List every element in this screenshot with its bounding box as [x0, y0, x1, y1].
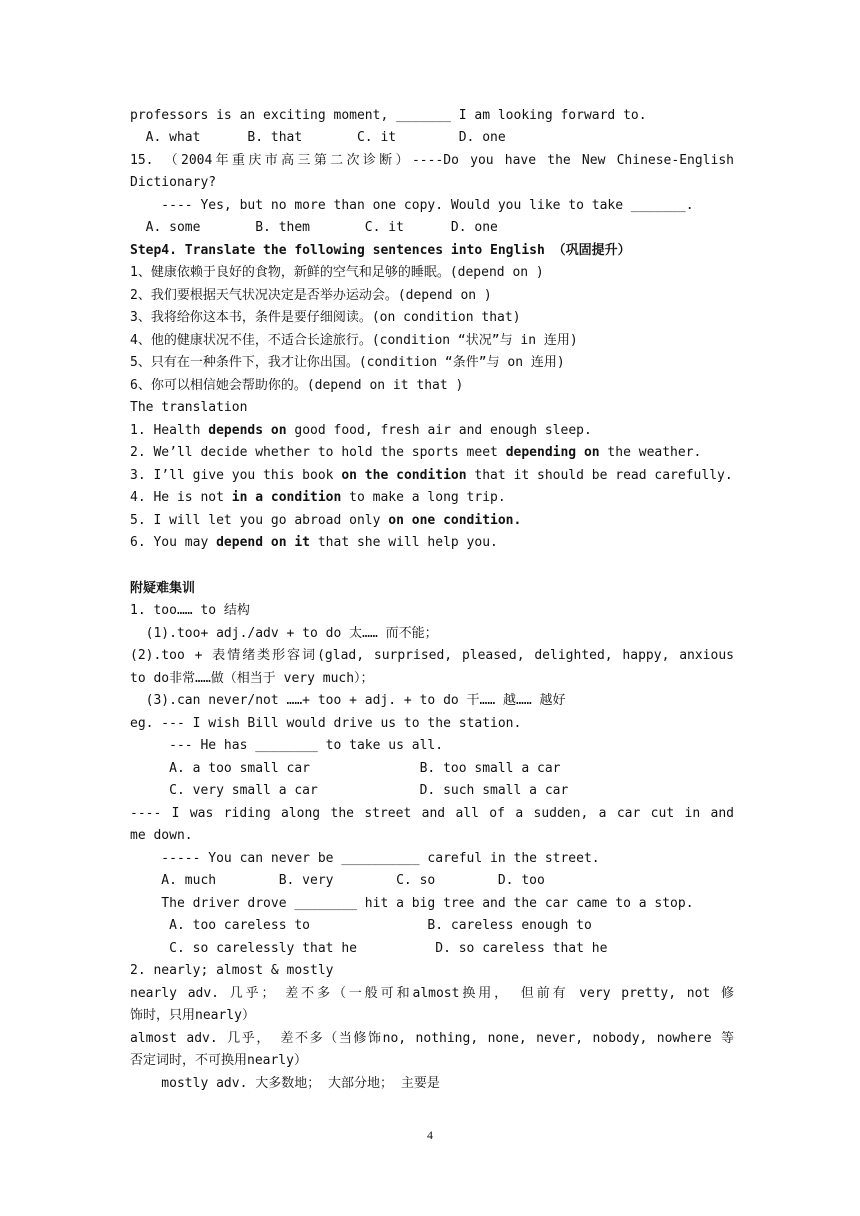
- translation-text: that she will help you.: [310, 535, 498, 550]
- example-line: eg. --- I wish Bill would drive us to the station.: [130, 716, 522, 731]
- cn-sentence: 4、他的健康状况不佳，不适合长途旅行。(condition “状况”与 in 连用): [130, 333, 578, 348]
- example-line: --- He has ________ to take us all.: [130, 738, 444, 753]
- translation-keyword: depend on it: [216, 535, 311, 550]
- too-structure-title: 1. too…… to 结构: [130, 603, 250, 618]
- example-line: ---- I was riding along the street and all of a sudden, a car cut in and: [130, 806, 734, 821]
- too-rule-1: (1).too+ adj./adv + to do 太…… 而不能；: [130, 626, 438, 641]
- step4-heading: Step4. Translate the following sentences into English （巩固提升）: [130, 243, 631, 258]
- translation-keyword: in a condition: [231, 490, 342, 505]
- mostly-definition: mostly adv. 大多数地； 大部分地； 主要是: [130, 1076, 440, 1091]
- nearly-definition-cont: 饰时，只用nearly）: [130, 1008, 255, 1023]
- question-15-options: A. some B. them C. it D. one: [130, 220, 498, 235]
- translation-label: The translation: [130, 400, 248, 415]
- translation-keyword: depends on: [208, 423, 287, 438]
- example-options: A. much B. very C. so D. too: [130, 873, 545, 888]
- translation-text: 5. I will let you go abroad only: [130, 513, 389, 528]
- translation-text: to make a long trip.: [341, 490, 506, 505]
- translation-line: [130, 487, 734, 509]
- translation-keyword: depending on: [505, 445, 600, 460]
- example-line: me down.: [130, 828, 193, 843]
- translation-text: the weather.: [599, 445, 702, 460]
- cn-sentence: 3、我将给你这本书，条件是要仔细阅读。(on condition that): [130, 310, 521, 325]
- almost-definition: almost adv. 几乎， 差不多（当修饰no, nothing, none, never, nobody, nowhere 等: [130, 1031, 734, 1046]
- example-line: ----- You can never be __________ careful in the street.: [130, 851, 600, 866]
- translation-text: good food, fresh air and enough sleep.: [286, 423, 592, 438]
- nearly-section-title: 2. nearly; almost & mostly: [130, 963, 334, 978]
- question-15-stem: 15. （2004年重庆市高三第二次诊断）----Do you have the New Chinese-English: [130, 153, 734, 168]
- cn-sentence: 1、健康依赖于良好的食物，新鲜的空气和足够的睡眠。(depend on ): [130, 265, 544, 280]
- translation-line: [130, 465, 734, 487]
- example-options: A. too careless to B. careless enough to: [130, 918, 592, 933]
- too-rule-3: (3).can never/not ……+ too + adj. + to do 干…… 越…… 越好: [130, 693, 566, 708]
- question-15-reply: ---- Yes, but no more than one copy. Would you like to take _______.: [130, 198, 694, 213]
- example-options: C. very small a car D. such small a car: [130, 783, 569, 798]
- appendix-heading: 附疑难集训: [130, 581, 196, 596]
- too-rule-2-cont: to do非常……做（相当于 very much）；: [130, 671, 374, 686]
- almost-definition-cont: 否定词时，不可换用nearly）: [130, 1053, 307, 1068]
- translation-line: [130, 532, 734, 554]
- example-line: The driver drove ________ hit a big tree and the car came to a stop.: [130, 896, 694, 911]
- translation-text: that it should be read carefully.: [466, 468, 733, 483]
- too-rule-2: (2).too + 表情绪类形容词(glad, surprised, pleased, delighted, happy, anxious: [130, 648, 734, 663]
- translation-text: 3. I’ll give you this book: [130, 468, 342, 483]
- translation-text: 1. Health: [130, 423, 209, 438]
- translation-text: 2. We’ll decide whether to hold the sports meet: [130, 445, 506, 460]
- translation-line: [130, 420, 734, 442]
- translation-line: [130, 442, 734, 464]
- example-options: C. so carelessly that he D. so careless that he: [130, 941, 608, 956]
- cn-sentence: 2、我们要根据天气状况决定是否举办运动会。(depend on ): [130, 288, 492, 303]
- page-number: 4: [427, 1128, 433, 1142]
- translation-text: 4. He is not: [130, 490, 232, 505]
- translation-keyword: on one condition.: [388, 513, 522, 528]
- cn-sentence: 6、你可以相信她会帮助你的。(depend on it that ): [130, 378, 464, 393]
- question-14-tail: professors is an exciting moment, _______ I am looking forward to.: [130, 108, 647, 123]
- question-14-options: A. what B. that C. it D. one: [130, 130, 506, 145]
- nearly-definition: nearly adv. 几乎； 差不多（一般可和almost换用， 但前有 very pretty, not 修: [130, 986, 734, 1001]
- translation-keyword: on the condition: [341, 468, 467, 483]
- translation-line: [130, 510, 734, 532]
- cn-sentence: 5、只有在一种条件下，我才让你出国。(condition “条件”与 on 连用): [130, 355, 565, 370]
- translation-text: 6. You may: [130, 535, 217, 550]
- question-15-stem-cont: Dictionary?: [130, 175, 217, 190]
- example-options: A. a too small car B. too small a car: [130, 761, 561, 776]
